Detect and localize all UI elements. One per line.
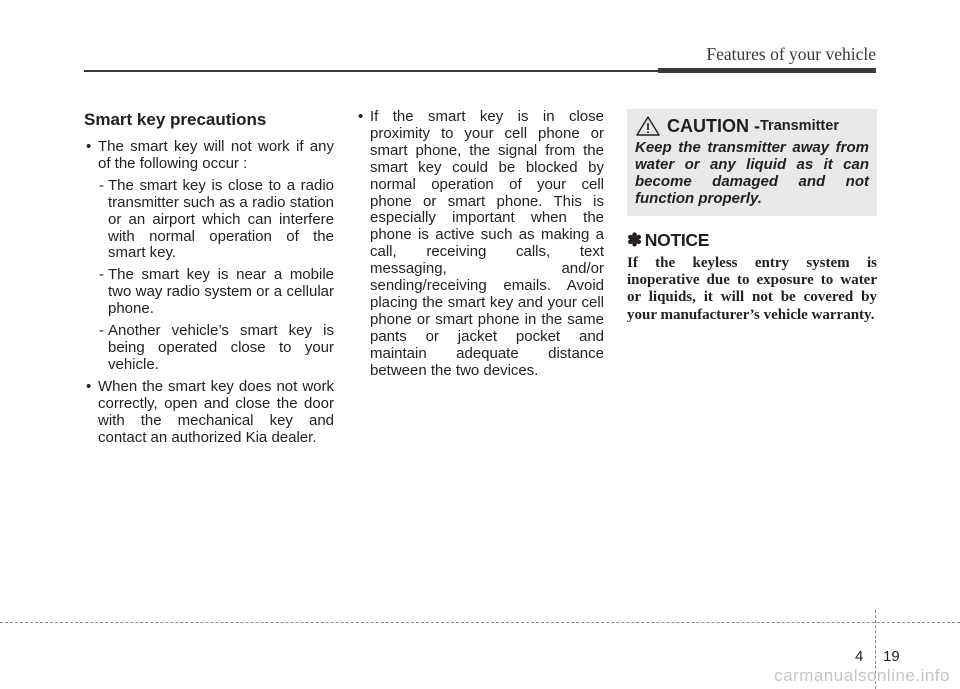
sub-item: [84, 323, 334, 374]
dash-marker: -: [99, 266, 104, 284]
page-header-title: Features of your vehicle: [706, 44, 876, 64]
column-middle: [356, 109, 604, 385]
notice-text: If the keyless entry system is inoperative due to exposure to water or liquids, it will not be covered by your manufacturer’s vehicle warranty.: [627, 254, 877, 323]
dash-marker: -: [99, 322, 104, 340]
footer-rule: [0, 622, 960, 623]
sub-item: [84, 267, 334, 318]
bullet-item: • When the smart key does not work correctly, open and close the door with the mechanical key and contact an authorized Kia dealer.: [84, 379, 334, 447]
column-right: [627, 109, 877, 324]
sub-item-text: The smart key is close to a radio transmitter such as a radio station or an airport which can interfere with normal operation of the smart key.: [108, 176, 334, 262]
bullet-item: • If the smart key is in close proximity to your cell phone or smart phone, the signal from the smart key could be blocked by normal operation of your cell phone or smart phone. This is especially important when the phone is active such as making a call, receiving calls, text messaging, and/or sending/receiving emails. Avoid placing the smart key and your cell phone or smart phone in the same pants or jacket pocket and maintain adequate distance between the two devices.: [356, 109, 604, 380]
caution-subtitle: Transmitter: [760, 117, 839, 134]
warning-triangle-icon: [635, 115, 661, 137]
column-left: [84, 109, 334, 451]
sub-item: [84, 178, 334, 263]
header-rule: [84, 70, 660, 72]
page-number: 19: [883, 648, 900, 665]
bullet-item: • The smart key will not work if any of the following occur :: [84, 139, 334, 173]
notice-header: [627, 232, 877, 249]
notice-title: NOTICE: [644, 230, 710, 250]
header-rule-accent: [658, 68, 876, 73]
section-heading: Smart key precautions: [84, 110, 267, 129]
caution-box: [627, 109, 877, 216]
sub-item-text: The smart key is near a mobile two way radio system or a cellular phone.: [108, 266, 334, 318]
caution-header: [635, 115, 869, 137]
dash-marker: -: [99, 176, 104, 194]
caution-text: Keep the transmitter away from water or any liquid as it can become damaged and not function properly.: [635, 139, 869, 207]
sub-item-text: Another vehicle’s smart key is being operated close to your vehicle.: [108, 322, 334, 373]
watermark: carmanualsonline.info: [774, 666, 950, 685]
notice-star-icon: ✽: [627, 230, 642, 250]
caution-title: CAUTION -: [667, 115, 760, 136]
chapter-number: 4: [855, 648, 864, 665]
